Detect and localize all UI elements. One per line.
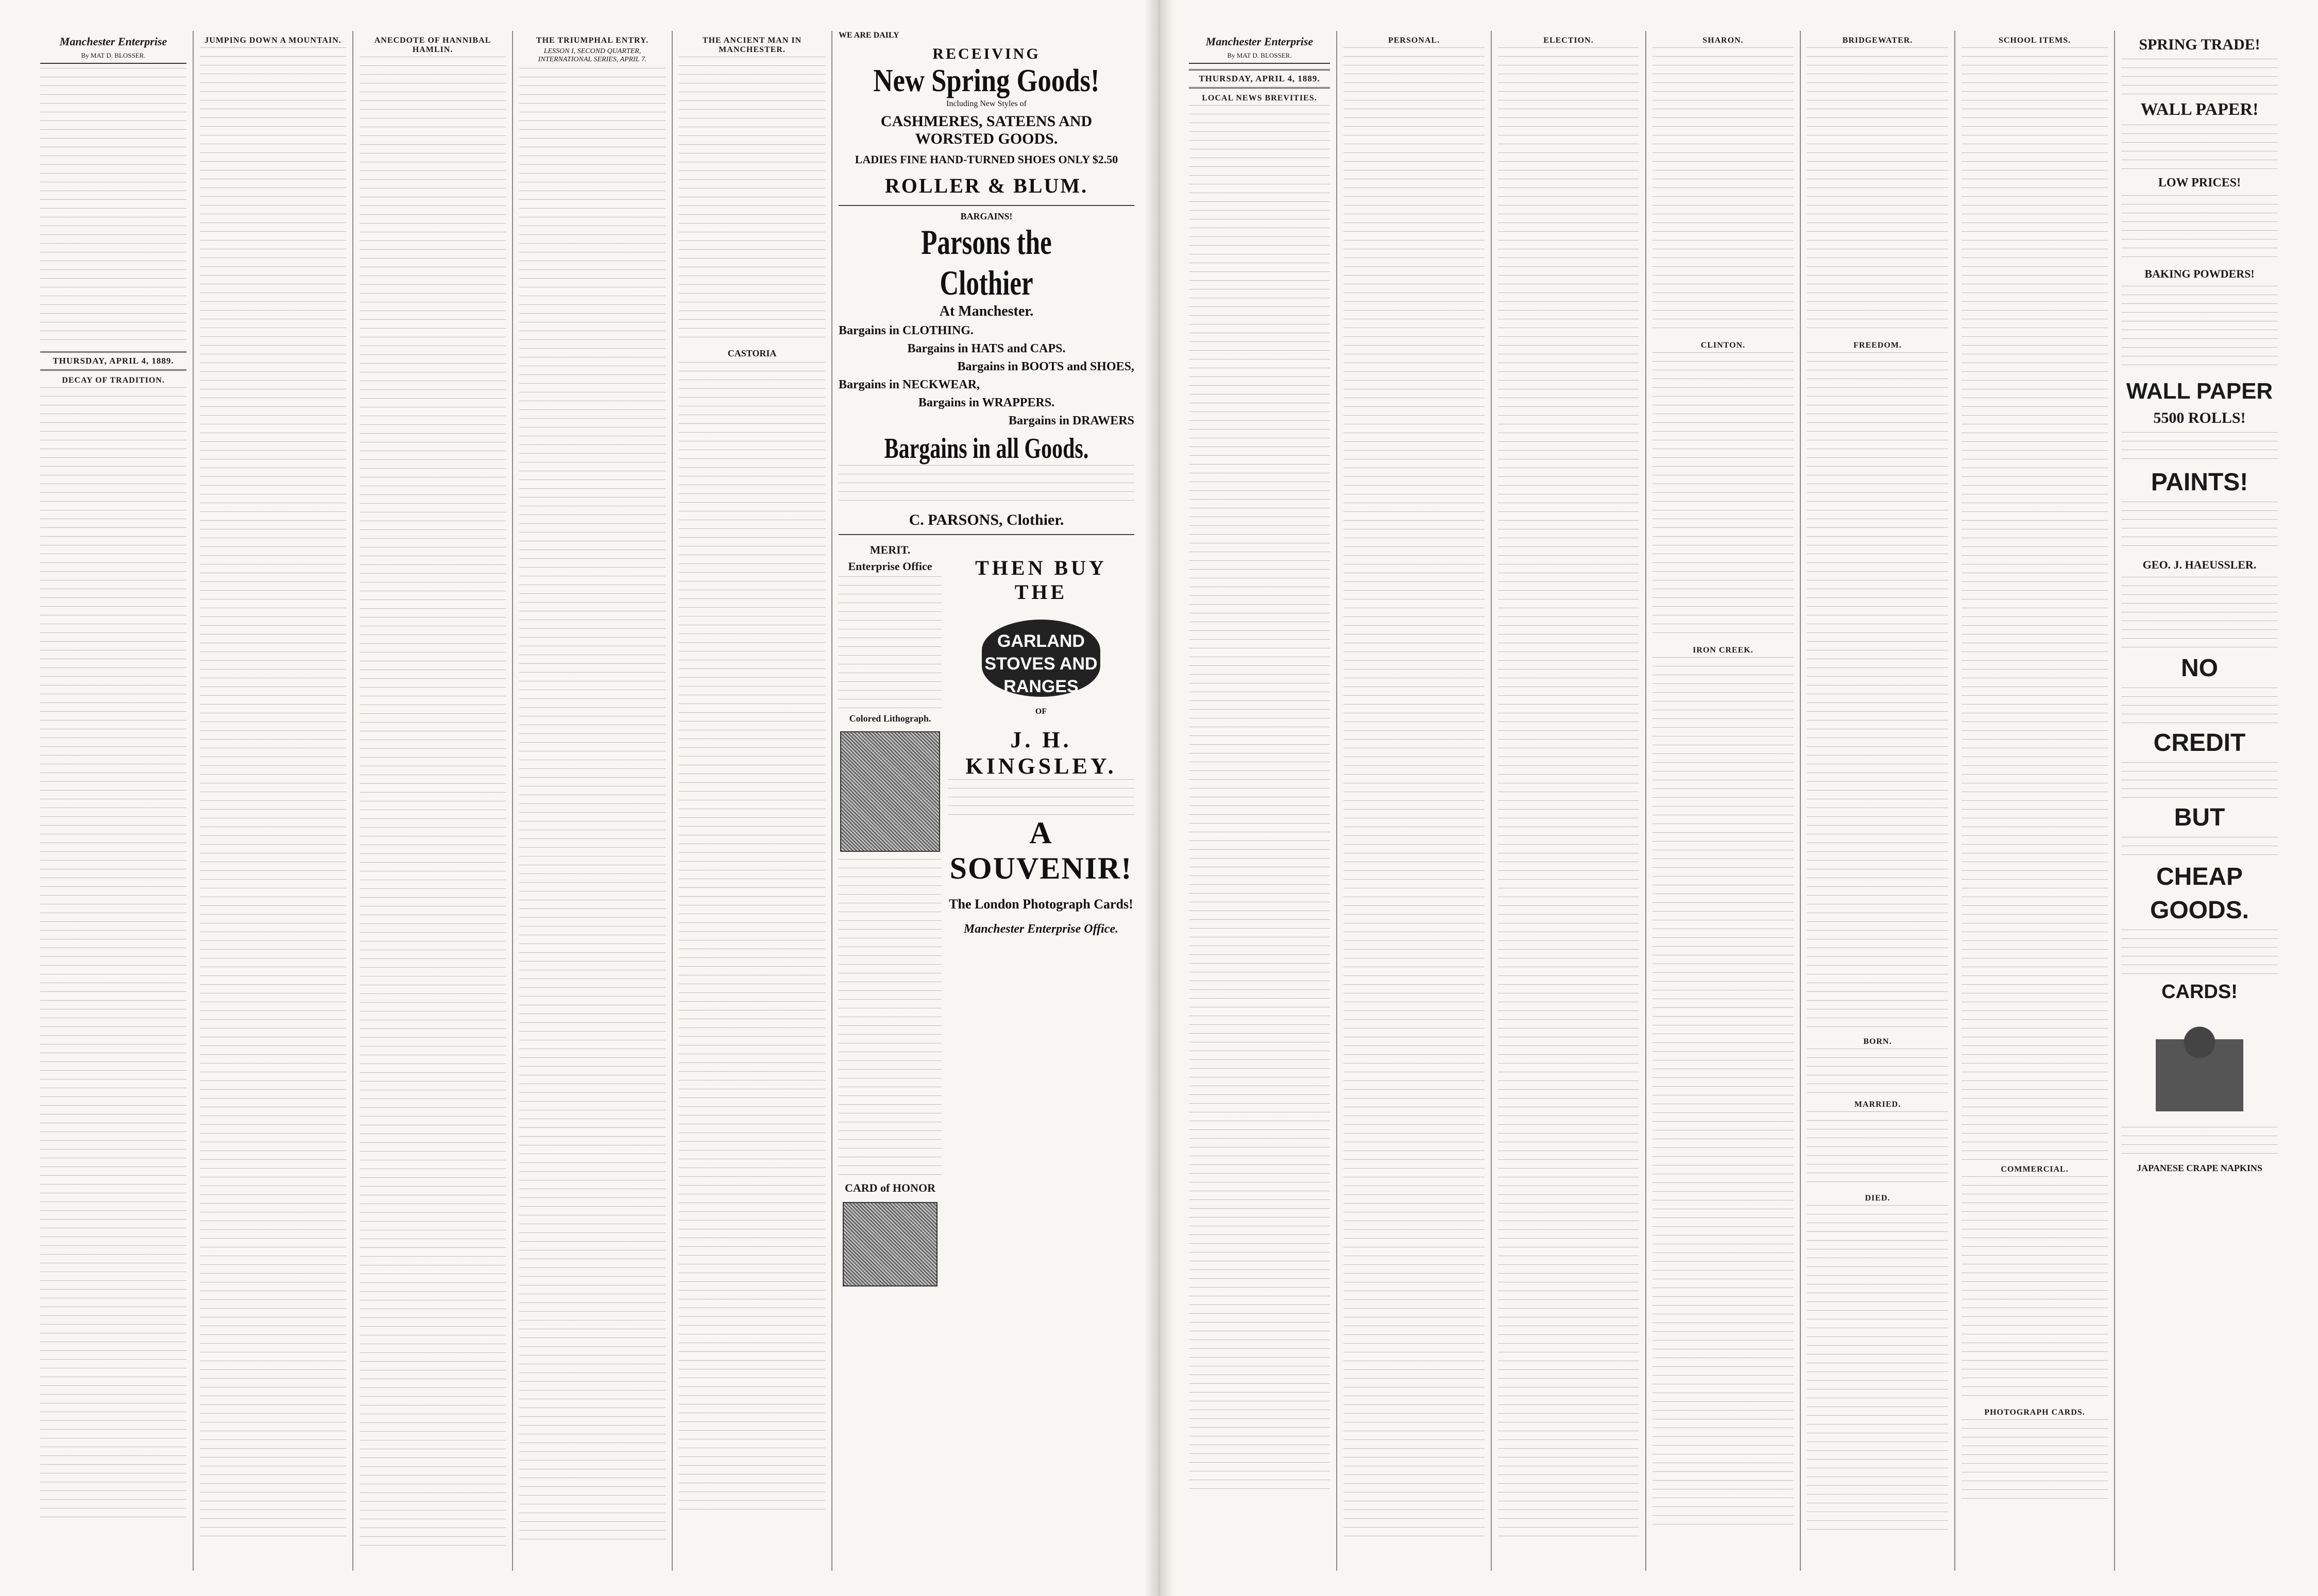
column-rule — [2114, 31, 2115, 1571]
lower-ad-block — [839, 540, 1134, 1294]
left-column-4 — [515, 31, 670, 1571]
ad-bargain-line-1: Bargains in CLOTHING. — [839, 324, 974, 337]
column-rule — [512, 31, 513, 1571]
article-headline: BRIDGEWATER. — [1842, 36, 1913, 45]
article-body — [1807, 47, 1948, 336]
article-headline: LOCAL NEWS BREVITIES. — [1202, 94, 1317, 102]
ad-body — [2121, 286, 2278, 373]
ad-bargain-line-6: Bargains in DRAWERS — [1008, 414, 1134, 427]
article-body — [1652, 352, 1794, 641]
ad-bargain-line-3: Bargains in BOOTS and SHOES, — [957, 360, 1134, 373]
ad-new-spring-goods: New Spring Goods! — [873, 63, 1100, 98]
ad-parsons-signature: C. PARSONS, Clothier. — [909, 511, 1064, 528]
enterprise-ads — [839, 540, 942, 1294]
right-column-1 — [1185, 31, 1334, 1571]
column-rule — [831, 31, 832, 1571]
ad-body — [2121, 762, 2278, 798]
ad-bargain-line-4: Bargains in NECKWEAR, — [839, 378, 980, 391]
article-body — [1807, 1205, 1948, 1535]
article-body — [1652, 657, 1794, 1533]
ad-wall-paper: WALL PAPER! — [2140, 100, 2259, 119]
ad-including: Including New Styles of — [946, 99, 1027, 108]
ad-photograph-cards: PHOTOGRAPH CARDS. — [1984, 1408, 2085, 1417]
ad-receiving: RECEIVING — [932, 45, 1041, 62]
article-body — [1652, 47, 1794, 336]
ad-cheap: CHEAP — [2156, 863, 2243, 890]
ad-roller-blum: ROLLER & BLUM. — [884, 174, 1088, 197]
ad-body — [839, 859, 942, 1178]
article-body — [1807, 352, 1948, 1032]
ad-fabrics: CASHMERES, SATEENS AND WORSTED GOODS. — [880, 113, 1093, 147]
legal-notices — [679, 362, 825, 1516]
card-illustration — [843, 1202, 938, 1286]
ad-top-line: WE ARE DAILY — [839, 31, 899, 40]
ad-body — [2121, 195, 2278, 262]
election-results — [1498, 47, 1639, 1541]
article-body — [1343, 47, 1485, 1541]
masthead-byline: By MAT D. BLOSSER. — [1189, 52, 1330, 64]
ad-body — [2121, 125, 2278, 171]
ad-body — [2121, 502, 2278, 553]
ad-body — [2121, 1127, 2278, 1158]
ad-paints: PAINTS! — [2151, 469, 2248, 496]
ad-enterprise-office: Enterprise Office — [848, 560, 932, 573]
ad-body — [839, 465, 1134, 506]
column-rule — [1954, 31, 1955, 1571]
lithograph-illustration — [840, 731, 940, 852]
ad-at-manchester: At Manchester. — [939, 303, 1034, 319]
masthead-flag: Manchester Enterprise — [1205, 35, 1314, 48]
ad-ladies-shoes: LADIES FINE HAND-TURNED SHOES ONLY $2.50 — [855, 153, 1118, 166]
article-headline: DIED. — [1865, 1194, 1890, 1203]
top-hat-figure-illustration — [2156, 1008, 2243, 1122]
left-column-5 — [675, 31, 829, 1571]
left-column-1 — [36, 31, 191, 1571]
ad-body — [839, 576, 942, 710]
article-headline: BORN. — [1863, 1037, 1892, 1046]
masthead-byline: By MAT D. BLOSSER. — [40, 52, 186, 64]
ad-spring-trade: SPRING TRADE! — [2139, 36, 2260, 53]
ad-london-photograph: The London Photograph Cards! — [949, 897, 1133, 912]
ad-castoria: CASTORIA — [727, 348, 777, 358]
column-rule — [672, 31, 673, 1571]
garland-stoves-logo: GARLAND STOVES AND RANGES — [982, 620, 1100, 697]
stoves-souvenir-ads — [948, 540, 1134, 1294]
ad-of: OF — [1035, 707, 1047, 716]
right-column-5 — [1803, 31, 1952, 1571]
ad-body — [2121, 59, 2278, 95]
market-prices — [1962, 1176, 2108, 1403]
ad-bargains-all: Bargains in all Goods. — [884, 433, 1089, 465]
column-rule — [1491, 31, 1492, 1571]
ad-kingsley: J. H. KINGSLEY. — [965, 727, 1117, 779]
ad-parsons-clothier: Parsons the Clothier — [921, 222, 1052, 302]
left-column-2 — [196, 31, 350, 1571]
article-body — [40, 387, 186, 1520]
ad-goods: GOODS. — [2150, 897, 2249, 924]
ad-card-of-honor: CARD of HONOR — [845, 1181, 935, 1194]
article-headline: ANECDOTE OF HANNIBAL HAMLIN. — [374, 36, 491, 54]
ad-baking-powders: BAKING POWDERS! — [2144, 267, 2255, 280]
ad-enterprise-office-footer: Manchester Enterprise Office. — [963, 922, 1119, 936]
column-rule — [1800, 31, 1801, 1571]
divider — [839, 534, 1134, 535]
article-headline: FREEDOM. — [1853, 341, 1902, 350]
left-ad-column — [834, 31, 1138, 1571]
ad-but: BUT — [2174, 804, 2225, 831]
ad-wall-paper-2: WALL PAPER — [2126, 379, 2273, 404]
article-headline: THE ANCIENT MAN IN MANCHESTER. — [702, 36, 802, 54]
ad-no: NO — [2181, 655, 2218, 682]
ad-bargain-line-5: Bargains in WRAPPERS. — [918, 396, 1055, 409]
ad-body — [2121, 930, 2278, 976]
column-rule — [1336, 31, 1337, 1571]
article-headline: COMMERCIAL. — [2001, 1165, 2069, 1174]
article-body — [519, 68, 666, 1541]
article-headline: SHARON. — [1702, 36, 1744, 45]
subscription-terms — [40, 68, 186, 346]
article-headline: ELECTION. — [1543, 36, 1594, 45]
right-column-4 — [1648, 31, 1798, 1571]
column-rule — [352, 31, 353, 1571]
ad-credit: CREDIT — [2153, 729, 2246, 757]
issue-date: THURSDAY, APRIL 4, 1889. — [40, 351, 186, 371]
ad-body — [2121, 432, 2278, 463]
ad-bargains-small: BARGAINS! — [960, 211, 1013, 221]
article-body — [1807, 1049, 1948, 1095]
ad-body — [2121, 837, 2278, 857]
ad-colored-lithograph: Colored Lithograph. — [849, 713, 931, 724]
divider — [839, 205, 1134, 206]
left-page — [36, 31, 1138, 1571]
column-rule — [1645, 31, 1646, 1571]
article-subhead: LESSON I, SECOND QUARTER, INTERNATIONAL SERIES, APRIL 7. — [538, 47, 647, 63]
right-column-6 — [1957, 31, 2112, 1571]
column-rule — [193, 31, 194, 1571]
ad-body — [948, 779, 1134, 815]
article-body — [200, 47, 346, 1541]
left-column-3 — [355, 31, 510, 1571]
ad-body — [2121, 688, 2278, 724]
article-body — [679, 57, 825, 345]
ad-cards: CARDS! — [2161, 981, 2238, 1003]
ad-haeussler: GEO. J. HAEUSSLER. — [2142, 558, 2257, 571]
ad-bargain-line-2: Bargains in HATS and CAPS. — [907, 342, 1066, 355]
article-headline: THE TRIUMPHAL ENTRY. — [536, 36, 649, 45]
article-headline: DECAY OF TRADITION. — [62, 376, 165, 385]
article-headline: IRON CREEK. — [1693, 646, 1753, 655]
right-ad-column — [2117, 31, 2282, 1571]
article-headline: PERSONAL. — [1388, 36, 1440, 45]
ad-5500-rolls: 5500 ROLLS! — [2153, 409, 2246, 426]
issue-date: THURSDAY, APRIL 4, 1889. — [1189, 69, 1330, 89]
ad-merit: MERIT. — [870, 543, 911, 556]
article-headline: CLINTON. — [1700, 341, 1746, 350]
ad-japanese-crape-napkins: JAPANESE CRAPE NAPKINS — [2137, 1163, 2262, 1173]
page-gutter — [1145, 0, 1173, 1596]
right-column-2 — [1339, 31, 1489, 1571]
article-body — [1962, 47, 2108, 1160]
article-body — [1189, 105, 1330, 1496]
ad-low-prices: LOW PRICES! — [2158, 176, 2241, 190]
ad-then-buy: THEN BUY THE — [975, 556, 1107, 604]
article-headline: JUMPING DOWN A MOUNTAIN. — [204, 36, 342, 45]
right-column-3 — [1494, 31, 1643, 1571]
ad-body — [1962, 1419, 2108, 1502]
article-body — [360, 57, 506, 1550]
article-headline: SCHOOL ITEMS. — [1998, 36, 2071, 45]
ad-body — [2121, 577, 2278, 649]
article-body — [1807, 1111, 1948, 1189]
masthead-flag: Manchester Enterprise — [59, 35, 167, 48]
article-headline: MARRIED. — [1854, 1100, 1901, 1109]
right-page — [1185, 31, 2292, 1571]
ad-souvenir: A SOUVENIR! — [949, 816, 1133, 885]
